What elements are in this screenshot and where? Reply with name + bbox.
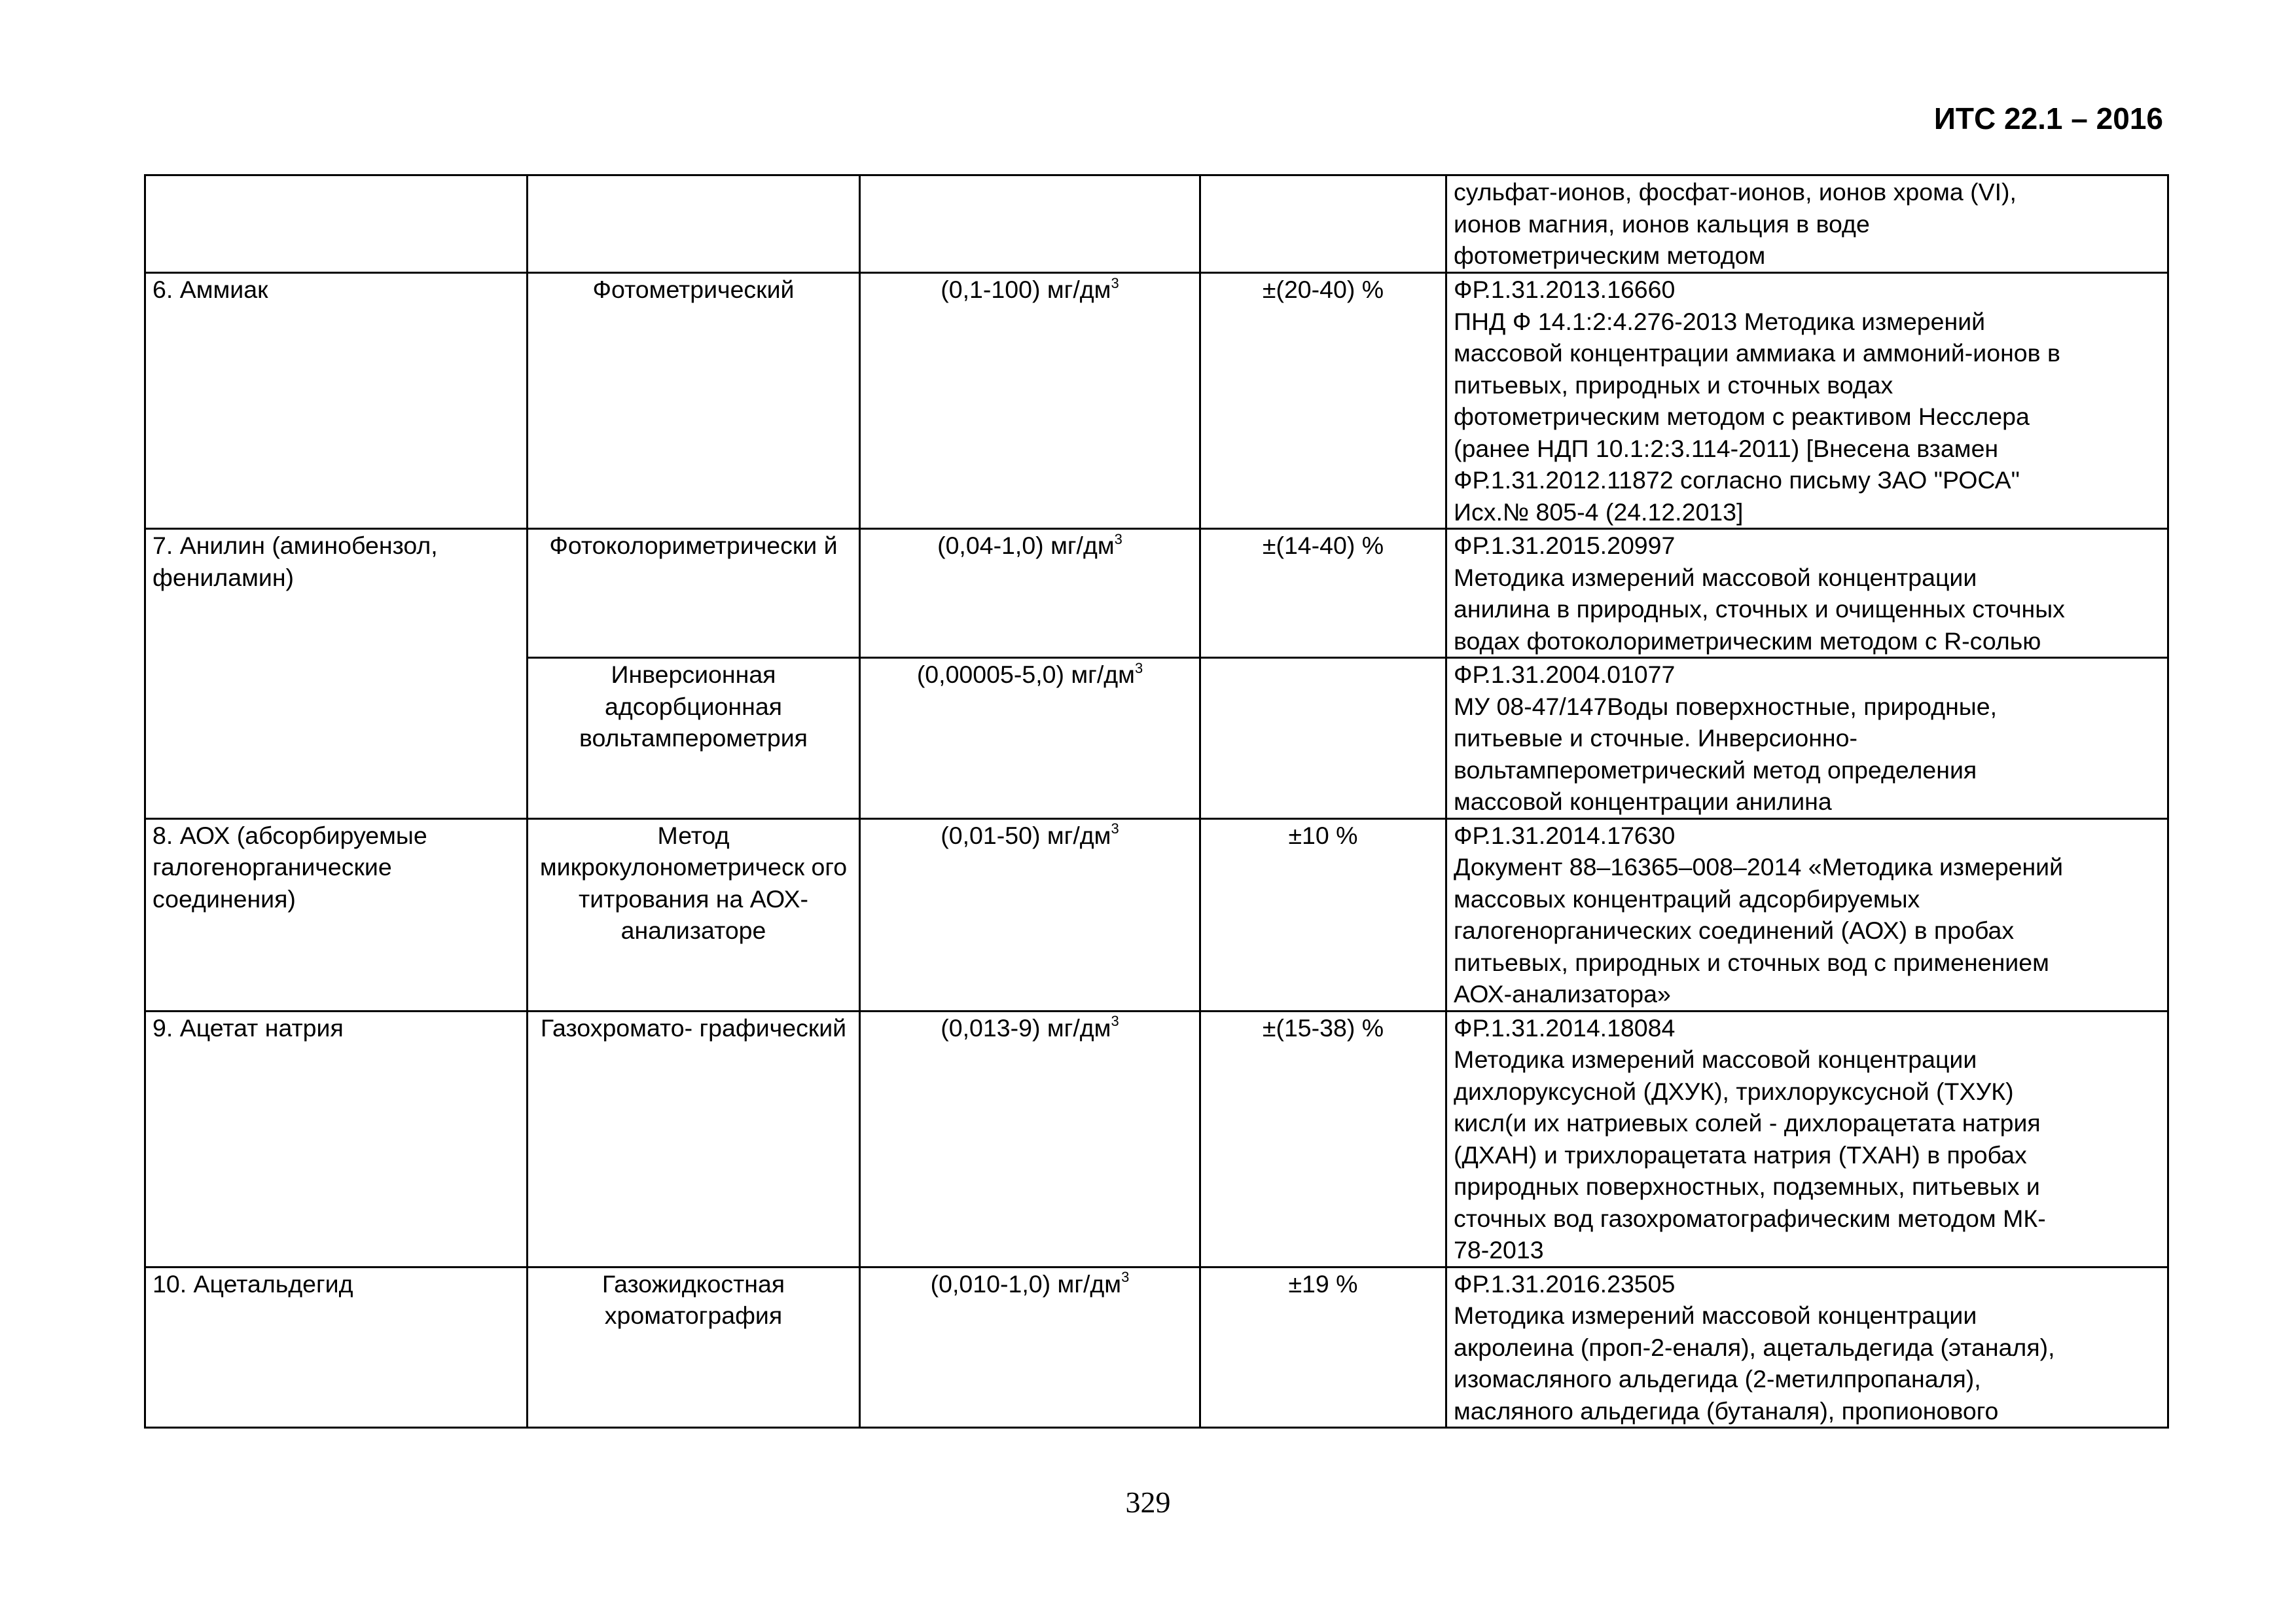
range-unit: мг/дм (1047, 821, 1111, 849)
range-unit-exponent: 3 (1114, 530, 1122, 547)
method-document-cell (1446, 1011, 2168, 1267)
substance-cell: 10. Ацетальдегид (145, 1267, 528, 1428)
method-cell: Инверсионная адсорбционная вольтамперометрия (528, 658, 860, 819)
page-number: 329 (1125, 1486, 1171, 1519)
doc-line: (ДХАН) и трихлорацетата натрия (ТХАН) в пробах (1454, 1140, 2027, 1169)
doc-line: акролеина (проп-2-еналя), ацетальдегида (этаналя), (1454, 1333, 2055, 1361)
range-unit: мг/дм (1047, 1013, 1111, 1042)
doc-line: Исх.№ 805-4 (24.12.2013] (1454, 498, 1744, 526)
doc-line: массовых концентраций адсорбируемых (1454, 884, 1920, 913)
doc-line: ФР.1.31.2004.01077 (1454, 661, 1676, 688)
range-value: (0,013-9) (941, 1013, 1047, 1042)
doc-line: ФР.1.31.2014.17630 (1454, 821, 1676, 849)
doc-line: питьевые и сточные. Инверсионно- (1454, 724, 1857, 752)
doc-line: ФР.1.31.2014.18084 (1454, 1013, 1676, 1042)
doc-line: вольтамперометрический метод определения (1454, 756, 1977, 784)
doc-line: Методика измерений массовой концентрации (1454, 563, 1977, 591)
methods-table (144, 174, 2169, 1429)
doc-line: ФР.1.31.2015.20997 (1454, 532, 1676, 559)
doc-line: ионов магния, ионов кальция в воде (1454, 210, 1870, 238)
method-cell: Фотоколориметрически й (528, 529, 860, 658)
range-unit-exponent: 3 (1111, 1013, 1119, 1029)
doc-line: галогенорганических соединений (АОХ) в пробах (1454, 917, 2015, 944)
method-document-cell (1446, 273, 2168, 529)
range-unit-exponent: 3 (1111, 274, 1119, 291)
doc-line: МУ 08-47/147Воды поверхностные, природные, (1454, 692, 1998, 720)
range-value: (0,010-1,0) (930, 1269, 1058, 1298)
substance-cell: 7. Анилин (аминобензол, фениламин) (145, 529, 528, 819)
substance-cell (145, 175, 528, 273)
doc-line: массовой концентрации анилина (1454, 788, 1832, 815)
error-cell (1200, 175, 1446, 273)
error-cell: ±(14-40) % (1200, 529, 1446, 658)
range-value: (0,04-1,0) (937, 532, 1051, 559)
method-document-cell (1446, 175, 2168, 273)
doc-line: 78-2013 (1454, 1236, 1544, 1264)
table-row (145, 529, 2168, 658)
doc-line: ФР.1.31.2012.11872 согласно письму ЗАО "РОСА" (1454, 466, 2020, 494)
error-cell (1200, 658, 1446, 819)
range-unit: мг/дм (1047, 276, 1111, 303)
doc-line: фотометрическим методом с реактивом Несслера (1454, 403, 2030, 430)
method-cell: Фотометрический (528, 273, 860, 529)
table-row (145, 1267, 2168, 1428)
range-unit-exponent: 3 (1121, 1269, 1130, 1285)
doc-line: фотометрическим методом (1454, 242, 1766, 269)
doc-line: питьевых, природных и сточных вод с применением (1454, 948, 2049, 976)
doc-line: дихлоруксусной (ДХУК), трихлоруксусной (ТХУК) (1454, 1077, 2014, 1105)
doc-line: природных поверхностных, подземных, питьевых и (1454, 1173, 2040, 1200)
doc-line: Методика измерений массовой концентрации (1454, 1302, 1977, 1329)
range-cell (860, 529, 1200, 658)
doc-line: сульфат-ионов, фосфат-ионов, ионов хрома (VI), (1454, 178, 2017, 206)
doc-line: кисл(и их натриевых солей - дихлорацетата натрия (1454, 1109, 2041, 1137)
range-value: (0,01-50) (941, 821, 1047, 849)
doc-line: ФР.1.31.2016.23505 (1454, 1269, 1676, 1298)
range-value: (0,00005-5,0) (916, 661, 1071, 688)
method-cell (528, 175, 860, 273)
range-unit: мг/дм (1050, 532, 1115, 559)
method-document-cell (1446, 818, 2168, 1011)
error-cell: ±19 % (1200, 1267, 1446, 1428)
range-unit-exponent: 3 (1134, 659, 1143, 676)
error-cell: ±10 % (1200, 818, 1446, 1011)
doc-line: изомасляного альдегида (2-метилпропаналя), (1454, 1365, 1981, 1393)
range-value: (0,1-100) (941, 276, 1047, 303)
table-row (145, 818, 2168, 1011)
table-row (145, 1011, 2168, 1267)
substance-cell: 6. Аммиак (145, 273, 528, 529)
substance-cell: 8. АОХ (абсорбируемые галогенорганические соединения) (145, 818, 528, 1011)
doc-line: АОХ-анализатора» (1454, 980, 1671, 1008)
substance-cell: 9. Ацетат натрия (145, 1011, 528, 1267)
table-row (145, 175, 2168, 273)
doc-line: масляного альдегида (бутаналя), пропионового (1454, 1396, 1999, 1425)
doc-line: ПНД Ф 14.1:2:4.276-2013 Методика измерений (1454, 307, 1986, 335)
range-cell (860, 818, 1200, 1011)
error-cell: ±(20-40) % (1200, 273, 1446, 529)
range-cell (860, 1011, 1200, 1267)
range-cell (860, 175, 1200, 273)
range-cell (860, 658, 1200, 819)
doc-line: ФР.1.31.2013.16660 (1454, 276, 1676, 303)
error-cell: ±(15-38) % (1200, 1011, 1446, 1267)
doc-line: питьевых, природных и сточных водах (1454, 371, 1893, 399)
method-cell: Газожидкостная хроматография (528, 1267, 860, 1428)
method-cell: Газохромато- графический (528, 1011, 860, 1267)
doc-line: Документ 88–16365–008–2014 «Методика измерений (1454, 853, 2064, 881)
range-unit-exponent: 3 (1111, 820, 1119, 837)
method-document-cell (1446, 658, 2168, 819)
document-header-title: ИТС 22.1 – 2016 (1933, 101, 2163, 136)
range-cell (860, 1267, 1200, 1428)
method-cell: Метод микрокулонометрическ ого титрования на АОХ-анализаторе (528, 818, 860, 1011)
doc-line: массовой концентрации аммиака и аммоний-ионов в (1454, 339, 2060, 367)
table-row (145, 273, 2168, 529)
doc-line: сточных вод газохроматографическим методом МК- (1454, 1204, 2046, 1232)
doc-line: водах фотоколориметрическим методом с R-солью (1454, 627, 2041, 655)
range-cell (860, 273, 1200, 529)
doc-line: (ранее НДП 10.1:2:3.114-2011) [Внесена взамен (1454, 434, 1999, 462)
method-document-cell (1446, 529, 2168, 658)
method-document-cell (1446, 1267, 2168, 1428)
doc-line: анилина в природных, сточных и очищенных сточных (1454, 595, 2065, 623)
range-unit: мг/дм (1057, 1269, 1122, 1298)
doc-line: Методика измерений массовой концентрации (1454, 1046, 1977, 1073)
range-unit: мг/дм (1071, 661, 1135, 688)
